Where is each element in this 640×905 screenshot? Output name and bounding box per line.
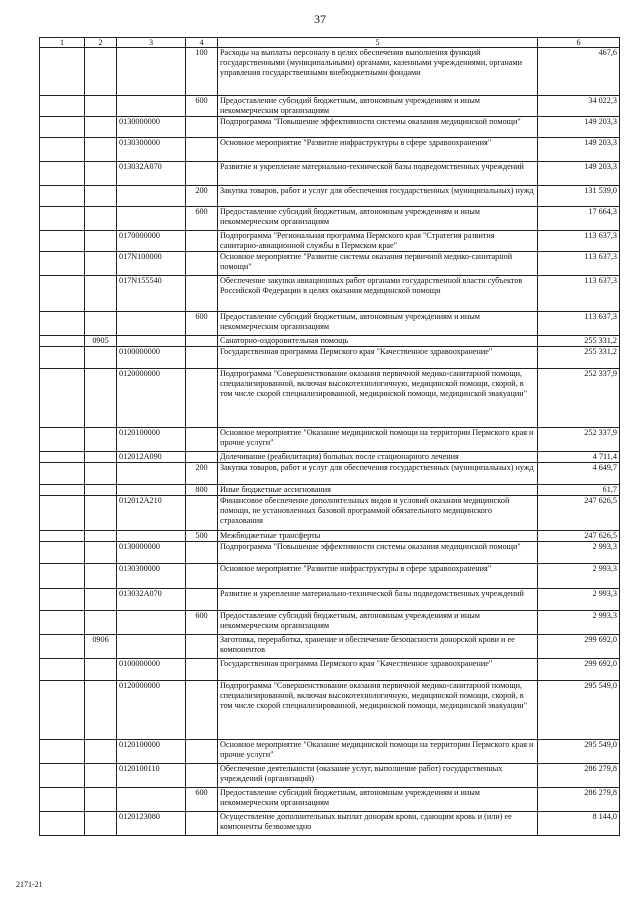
- table-row: [40, 812, 620, 836]
- amount-cell: 4 711,4: [538, 452, 620, 463]
- item-name-cell: Государственная программа Пермского края "Качественное здравоохранение": [218, 347, 538, 369]
- amount-cell: 286 279,8: [538, 788, 620, 812]
- item-name-cell: Предоставление субсидий бюджетным, автономным учреждениям и иным некоммерческим организациям: [218, 207, 538, 231]
- section-code-cell: [40, 347, 85, 369]
- subsection-code-cell: [85, 788, 117, 812]
- section-code-cell: [40, 252, 85, 276]
- item-name-cell: Обеспечение деятельности (оказание услуг, выполнение работ) государственных учреждений (организаций): [218, 764, 538, 788]
- expense-type-code-cell: [186, 681, 218, 740]
- subsection-code-cell: [85, 463, 117, 485]
- amount-cell: 113 637,3: [538, 231, 620, 252]
- expense-type-code-cell: 600: [186, 96, 218, 117]
- target-item-code-cell: 0120100110: [117, 764, 186, 788]
- amount-cell: 149 203,3: [538, 138, 620, 162]
- column-header: 4: [186, 38, 218, 48]
- section-code-cell: [40, 531, 85, 542]
- target-item-code-cell: 0120000000: [117, 369, 186, 428]
- target-item-code-cell: 013032А070: [117, 162, 186, 186]
- subsection-code-cell: [85, 764, 117, 788]
- table-row: [40, 531, 620, 542]
- expense-type-code-cell: [186, 496, 218, 531]
- amount-cell: 113 637,3: [538, 252, 620, 276]
- column-header: 5: [218, 38, 538, 48]
- amount-cell: 247 626,5: [538, 531, 620, 542]
- expense-type-code-cell: 600: [186, 312, 218, 336]
- subsection-code-cell: [85, 207, 117, 231]
- subsection-code-cell: [85, 252, 117, 276]
- amount-cell: 295 549,0: [538, 681, 620, 740]
- amount-cell: 299 692,0: [538, 635, 620, 659]
- column-header: 1: [40, 38, 85, 48]
- subsection-code-cell: [85, 542, 117, 564]
- section-code-cell: [40, 496, 85, 531]
- target-item-code-cell: [117, 186, 186, 207]
- subsection-code-cell: [85, 611, 117, 635]
- target-item-code-cell: 0120100000: [117, 428, 186, 452]
- table-row: [40, 369, 620, 428]
- table-row: [40, 336, 620, 347]
- section-code-cell: [40, 812, 85, 836]
- item-name-cell: Санаторно-оздоровительная помощь: [218, 336, 538, 347]
- item-name-cell: Подпрограмма "Региональная программа Пермского края "Стратегия развития санитарно-авиационной службы в Пермском крае": [218, 231, 538, 252]
- item-name-cell: Обеспечение закупки авиационных работ органами государственной власти субъектов Российской Федерации в целях оказания медицинской помощи: [218, 276, 538, 312]
- item-name-cell: Финансовое обеспечение дополнительных видов и условий оказания медицинской помощи, не установленных базовой программой обязательного медицинского страхования: [218, 496, 538, 531]
- amount-cell: 113 637,3: [538, 312, 620, 336]
- table-row: [40, 788, 620, 812]
- item-name-cell: Подпрограмма "Повышение эффективности системы оказания медицинской помощи": [218, 542, 538, 564]
- target-item-code-cell: 0170000000: [117, 231, 186, 252]
- expense-type-code-cell: [186, 117, 218, 138]
- expense-type-code-cell: 500: [186, 531, 218, 542]
- target-item-code-cell: 012012А090: [117, 452, 186, 463]
- target-item-code-cell: [117, 485, 186, 496]
- expense-type-code-cell: 200: [186, 463, 218, 485]
- target-item-code-cell: 0120123080: [117, 812, 186, 836]
- amount-cell: 2 993,3: [538, 611, 620, 635]
- table-row: [40, 564, 620, 589]
- section-code-cell: [40, 788, 85, 812]
- column-header: 3: [117, 38, 186, 48]
- expense-type-code-cell: [186, 764, 218, 788]
- section-code-cell: [40, 681, 85, 740]
- section-code-cell: [40, 276, 85, 312]
- subsection-code-cell: [85, 117, 117, 138]
- target-item-code-cell: [117, 788, 186, 812]
- section-code-cell: [40, 48, 85, 96]
- subsection-code-cell: [85, 531, 117, 542]
- page-number: 37: [314, 12, 326, 26]
- target-item-code-cell: [117, 96, 186, 117]
- section-code-cell: [40, 589, 85, 611]
- amount-cell: 255 331,2: [538, 336, 620, 347]
- amount-cell: 467,6: [538, 48, 620, 96]
- amount-cell: 149 203,3: [538, 117, 620, 138]
- subsection-code-cell: [85, 162, 117, 186]
- subsection-code-cell: [85, 347, 117, 369]
- section-code-cell: [40, 207, 85, 231]
- item-name-cell: Закупка товаров, работ и услуг для обеспечения государственных (муниципальных) нужд: [218, 463, 538, 485]
- target-item-code-cell: [117, 635, 186, 659]
- item-name-cell: Развитие и укрепление материально-технической базы подведомственных учреждений: [218, 589, 538, 611]
- amount-cell: 286 279,8: [538, 764, 620, 788]
- table-row: [40, 611, 620, 635]
- target-item-code-cell: 017N100000: [117, 252, 186, 276]
- target-item-code-cell: 0120100000: [117, 740, 186, 764]
- section-code-cell: [40, 428, 85, 452]
- item-name-cell: Предоставление субсидий бюджетным, автономным учреждениям и иным некоммерческим организациям: [218, 611, 538, 635]
- expense-type-code-cell: [186, 542, 218, 564]
- expense-type-code-cell: [186, 428, 218, 452]
- target-item-code-cell: [117, 336, 186, 347]
- table-row: [40, 589, 620, 611]
- column-header: 6: [538, 38, 620, 48]
- amount-cell: 8 144,0: [538, 812, 620, 836]
- item-name-cell: Основное мероприятие "Развитие инфраструктуры в сфере здравоохранения": [218, 138, 538, 162]
- table-row: [40, 764, 620, 788]
- expense-type-code-cell: [186, 589, 218, 611]
- amount-cell: 17 664,3: [538, 207, 620, 231]
- item-name-cell: Межбюджетные трансферты: [218, 531, 538, 542]
- expense-type-code-cell: [186, 336, 218, 347]
- section-code-cell: [40, 635, 85, 659]
- expense-type-code-cell: [186, 452, 218, 463]
- target-item-code-cell: 0130300000: [117, 138, 186, 162]
- subsection-code-cell: [85, 589, 117, 611]
- item-name-cell: Предоставление субсидий бюджетным, автономным учреждениям и иным некоммерческим организациям: [218, 788, 538, 812]
- table-row: [40, 428, 620, 452]
- table-row: [40, 542, 620, 564]
- expense-type-code-cell: 600: [186, 788, 218, 812]
- footer-code: 2171-21: [16, 880, 43, 889]
- target-item-code-cell: 012012А210: [117, 496, 186, 531]
- amount-cell: 2 993,3: [538, 564, 620, 589]
- item-name-cell: Расходы на выплаты персоналу в целях обеспечения выполнения функций государственными (муниципальными) органами, казенными учреждениями, органами управления государственными внебюджетными фондами: [218, 48, 538, 96]
- expense-type-code-cell: [186, 659, 218, 681]
- amount-cell: 131 539,0: [538, 186, 620, 207]
- amount-cell: 299 692,0: [538, 659, 620, 681]
- target-item-code-cell: [117, 531, 186, 542]
- expense-type-code-cell: [186, 740, 218, 764]
- target-item-code-cell: [117, 611, 186, 635]
- expense-type-code-cell: [186, 138, 218, 162]
- amount-cell: 252 337,9: [538, 428, 620, 452]
- item-name-cell: Подпрограмма "Совершенствование оказания первичной медико-санитарной помощи, специализированной, включая высокотехнологичную, медицинской помощи, скорой, в том числе скорой специализированной, медицинской помощи, медицинской эвакуации": [218, 681, 538, 740]
- item-name-cell: Государственная программа Пермского края "Качественное здравоохранение": [218, 659, 538, 681]
- table-row: [40, 312, 620, 336]
- expense-type-code-cell: [186, 252, 218, 276]
- section-code-cell: [40, 336, 85, 347]
- expense-type-code-cell: [186, 276, 218, 312]
- table-row: [40, 659, 620, 681]
- subsection-code-cell: [85, 186, 117, 207]
- subsection-code-cell: [85, 276, 117, 312]
- subsection-code-cell: [85, 231, 117, 252]
- amount-cell: 252 337,9: [538, 369, 620, 428]
- target-item-code-cell: 0100000000: [117, 659, 186, 681]
- subsection-code-cell: [85, 48, 117, 96]
- amount-cell: 295 549,0: [538, 740, 620, 764]
- item-name-cell: Долечивание (реабилитация) больных после стационарного лечения: [218, 452, 538, 463]
- section-code-cell: [40, 186, 85, 207]
- item-name-cell: Основное мероприятие "Развитие инфраструктуры в сфере здравоохранения": [218, 564, 538, 589]
- item-name-cell: Подпрограмма "Совершенствование оказания первичной медико-санитарной помощи, специализированной, включая высокотехнологичную, медицинской помощи, скорой, в том числе скорой специализированной, медицинской помощи, медицинской эвакуации": [218, 369, 538, 428]
- subsection-code-cell: [85, 428, 117, 452]
- table-row: [40, 186, 620, 207]
- table-row: [40, 276, 620, 312]
- section-code-cell: [40, 369, 85, 428]
- table-row: [40, 347, 620, 369]
- subsection-code-cell: [85, 740, 117, 764]
- item-name-cell: Основное мероприятие "Оказание медицинской помощи на территории Пермского края и прочие услуги": [218, 428, 538, 452]
- target-item-code-cell: [117, 207, 186, 231]
- subsection-code-cell: [85, 812, 117, 836]
- target-item-code-cell: 0130300000: [117, 564, 186, 589]
- subsection-code-cell: [85, 452, 117, 463]
- table-row: [40, 117, 620, 138]
- target-item-code-cell: 0130000000: [117, 542, 186, 564]
- table-row: [40, 635, 620, 659]
- table-row: [40, 96, 620, 117]
- target-item-code-cell: 0130000000: [117, 117, 186, 138]
- target-item-code-cell: [117, 48, 186, 96]
- expense-type-code-cell: [186, 564, 218, 589]
- amount-cell: 247 626,5: [538, 496, 620, 531]
- subsection-code-cell: [85, 312, 117, 336]
- table-row: [40, 138, 620, 162]
- expense-type-code-cell: [186, 812, 218, 836]
- table-row: [40, 740, 620, 764]
- expense-type-code-cell: [186, 369, 218, 428]
- item-name-cell: Предоставление субсидий бюджетным, автономным учреждениям и иным некоммерческим организациям: [218, 96, 538, 117]
- section-code-cell: [40, 162, 85, 186]
- target-item-code-cell: [117, 463, 186, 485]
- subsection-code-cell: [85, 659, 117, 681]
- item-name-cell: Осуществление дополнительных выплат донорам крови, сдающим кровь и (или) ее компоненты безвозмездно: [218, 812, 538, 836]
- target-item-code-cell: 0120000000: [117, 681, 186, 740]
- section-code-cell: [40, 96, 85, 117]
- subsection-code-cell: [85, 369, 117, 428]
- subsection-code-cell: [85, 496, 117, 531]
- item-name-cell: Закупка товаров, работ и услуг для обеспечения государственных (муниципальных) нужд: [218, 186, 538, 207]
- table-row: [40, 252, 620, 276]
- item-name-cell: Основное мероприятие "Оказание медицинской помощи на территории Пермского края и прочие услуги": [218, 740, 538, 764]
- table-header-row: [40, 38, 620, 48]
- section-code-cell: [40, 452, 85, 463]
- subsection-code-cell: [85, 485, 117, 496]
- column-header: 2: [85, 38, 117, 48]
- expense-type-code-cell: [186, 347, 218, 369]
- expense-type-code-cell: 100: [186, 48, 218, 96]
- section-code-cell: [40, 312, 85, 336]
- table-row: [40, 496, 620, 531]
- amount-cell: 2 993,3: [538, 542, 620, 564]
- subsection-code-cell: 0906: [85, 635, 117, 659]
- section-code-cell: [40, 611, 85, 635]
- section-code-cell: [40, 740, 85, 764]
- subsection-code-cell: [85, 681, 117, 740]
- amount-cell: 255 331,2: [538, 347, 620, 369]
- amount-cell: 4 649,7: [538, 463, 620, 485]
- expense-type-code-cell: 200: [186, 186, 218, 207]
- amount-cell: 61,7: [538, 485, 620, 496]
- item-name-cell: Подпрограмма "Повышение эффективности системы оказания медицинской помощи": [218, 117, 538, 138]
- item-name-cell: Развитие и укрепление материально-технической базы подведомственных учреждений: [218, 162, 538, 186]
- table-row: [40, 231, 620, 252]
- table-row: [40, 452, 620, 463]
- table-row: [40, 48, 620, 96]
- amount-cell: 149 203,3: [538, 162, 620, 186]
- table-row: [40, 162, 620, 186]
- section-code-cell: [40, 659, 85, 681]
- expense-type-code-cell: [186, 162, 218, 186]
- subsection-code-cell: 0905: [85, 336, 117, 347]
- table-row: [40, 207, 620, 231]
- section-code-cell: [40, 542, 85, 564]
- table-row: [40, 681, 620, 740]
- section-code-cell: [40, 564, 85, 589]
- target-item-code-cell: 017N155540: [117, 276, 186, 312]
- section-code-cell: [40, 463, 85, 485]
- item-name-cell: Предоставление субсидий бюджетным, автономным учреждениям и иным некоммерческим организациям: [218, 312, 538, 336]
- target-item-code-cell: 013032А070: [117, 589, 186, 611]
- budget-table: [39, 37, 620, 836]
- expense-type-code-cell: 600: [186, 207, 218, 231]
- amount-cell: 34 022,3: [538, 96, 620, 117]
- section-code-cell: [40, 231, 85, 252]
- section-code-cell: [40, 138, 85, 162]
- table-body: [40, 48, 620, 836]
- section-code-cell: [40, 485, 85, 496]
- section-code-cell: [40, 117, 85, 138]
- expense-type-code-cell: 600: [186, 611, 218, 635]
- subsection-code-cell: [85, 138, 117, 162]
- expense-type-code-cell: [186, 231, 218, 252]
- expense-type-code-cell: 800: [186, 485, 218, 496]
- target-item-code-cell: [117, 312, 186, 336]
- amount-cell: 2 993,3: [538, 589, 620, 611]
- subsection-code-cell: [85, 96, 117, 117]
- target-item-code-cell: 0100000000: [117, 347, 186, 369]
- amount-cell: 113 637,3: [538, 276, 620, 312]
- item-name-cell: Заготовка, переработка, хранение и обеспечение безопасности донорской крови и ее компонентов: [218, 635, 538, 659]
- section-code-cell: [40, 764, 85, 788]
- expense-type-code-cell: [186, 635, 218, 659]
- item-name-cell: Основное мероприятие "Развитие системы оказания первичной медико-санитарной помощи": [218, 252, 538, 276]
- item-name-cell: Иные бюджетные ассигнования: [218, 485, 538, 496]
- table-row: [40, 463, 620, 485]
- subsection-code-cell: [85, 564, 117, 589]
- table-row: [40, 485, 620, 496]
